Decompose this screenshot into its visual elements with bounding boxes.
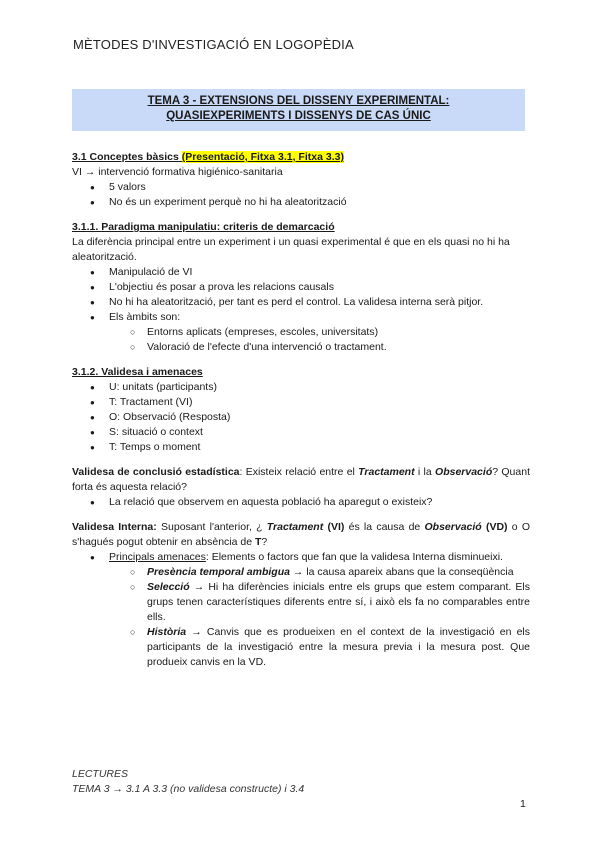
list-item: ● Els àmbits son: ○ Entorns aplicats (empreses, escoles, universitats) ○ Valoració de l'efecte d'una intervenció o tractament. xyxy=(72,310,530,355)
readings-reference: TEMA 3 → 3.1 A 3.3 (no validesa constructe) i 3.4 xyxy=(72,783,305,795)
section-3-1-2-heading: 3.1.2. Validesa i amenaces xyxy=(72,366,203,378)
readings-footer xyxy=(72,767,304,797)
list-item: ● La relació que observem en aquesta població ha aparegut o existeix? xyxy=(72,495,530,510)
threat-item: ○ Presència temporal ambigua → la causa apareix abans que la conseqüència xyxy=(72,565,530,580)
section-3-1-intro: VI → intervenció formativa higiénico-sanitaria xyxy=(72,166,283,178)
topic-title-line-1: TEMA 3 - EXTENSIONS DEL DISSENY EXPERIMENTAL: xyxy=(147,95,450,107)
topic-title-line-2: QUASIEXPERIMENTS I DISSENYS DE CAS ÚNIC xyxy=(166,110,431,122)
list-item: ● No hi ha aleatorització, per tant es perd el control. La validesa interna serà pitjor. xyxy=(72,295,530,310)
sub-list xyxy=(109,325,530,355)
list-item: ● Principals amenaces: Elements o factors que fan que la validesa Interna disminueixi. ○ Presència temporal ambigua → la causa apareix abans que la conseqüència ○ Selecció → Hi ha diferències inicials entre els grups que estem comparant. Els grups tenen característiques diferents entre sí, i això els fa no comparables entre ells. ○ Història → Canvis que es produeixen en el context de la investigació en els participants de la investigació entre la mesura previa i la mesura post. Que produeix canvis en la VD. xyxy=(72,550,530,670)
topic-title-box xyxy=(72,89,525,131)
section-3-1-1-intro: La diferència principal entre un experiment i un quasi experimental é que en els quasi no hi ha aleatorització. xyxy=(72,236,510,263)
section-3-1-1-heading: 3.1.1. Paradigma manipulatiu: criteris de demarcació xyxy=(72,221,335,233)
list-item: ● L'objectiu és posar a prova les relacions causals xyxy=(72,280,530,295)
list-item: ● 5 valors xyxy=(72,180,530,195)
list-item: ● T: Temps o moment xyxy=(72,440,530,455)
threat-item: ○ Història → Canvis que es produeixen en el context de la investigació en els participants de la investigació entre la mesura previa i la mesura post. Que produeix canvis en la VD. xyxy=(72,625,530,670)
sub-list-item: ○ Entorns aplicats (empreses, escoles, universitats) xyxy=(72,325,530,340)
sub-list-item: ○ Valoració de l'efecte d'una intervenció o tractament. xyxy=(72,340,530,355)
list-item: ● S: situació o context xyxy=(72,425,530,440)
course-header: MÈTODES D'INVESTIGACIÓ EN LOGOPÈDIA xyxy=(73,37,354,52)
statistical-validity-paragraph: Validesa de conclusió estadística: Existeix relació entre el Tractament i la Observació? Quant forta és aquesta relació? xyxy=(72,466,530,493)
threat-item: ○ Selecció → Hi ha diferències inicials entre els grups que estem comparant. Els grups tenen característiques diferents entre sí, i això els fa no comparables entre ells. xyxy=(72,580,530,625)
section-3-1-heading: 3.1 Conceptes bàsics (Presentació, Fitxa 3.1, Fitxa 3.3) xyxy=(72,151,344,163)
section-3-1-2-list xyxy=(72,380,530,455)
section-3-1-list xyxy=(72,180,530,210)
section-3-1-1-list xyxy=(72,265,530,355)
list-item: ● No és un experiment perquè no hi ha aleatorització xyxy=(72,195,530,210)
document-body xyxy=(72,150,530,670)
list-item: ● O: Observació (Resposta) xyxy=(72,410,530,425)
highlighted-reference: (Presentació, Fitxa 3.1, Fitxa 3.3) xyxy=(181,151,344,163)
threats-sub-list xyxy=(109,565,530,670)
statistical-validity-list xyxy=(72,495,530,510)
list-item: ● T: Tractament (VI) xyxy=(72,395,530,410)
readings-label: LECTURES xyxy=(72,768,129,780)
internal-validity-paragraph: Validesa Interna: Suposant l'anterior, ¿ Tractament (VI) és la causa de Observació (VD) o O s'hagués pogut obtenir en absència de T? xyxy=(72,521,531,548)
page-number: 1 xyxy=(520,798,526,810)
internal-validity-list xyxy=(72,550,530,670)
list-item: ● Manipulació de VI xyxy=(72,265,530,280)
list-item: ● U: unitats (participants) xyxy=(72,380,530,395)
